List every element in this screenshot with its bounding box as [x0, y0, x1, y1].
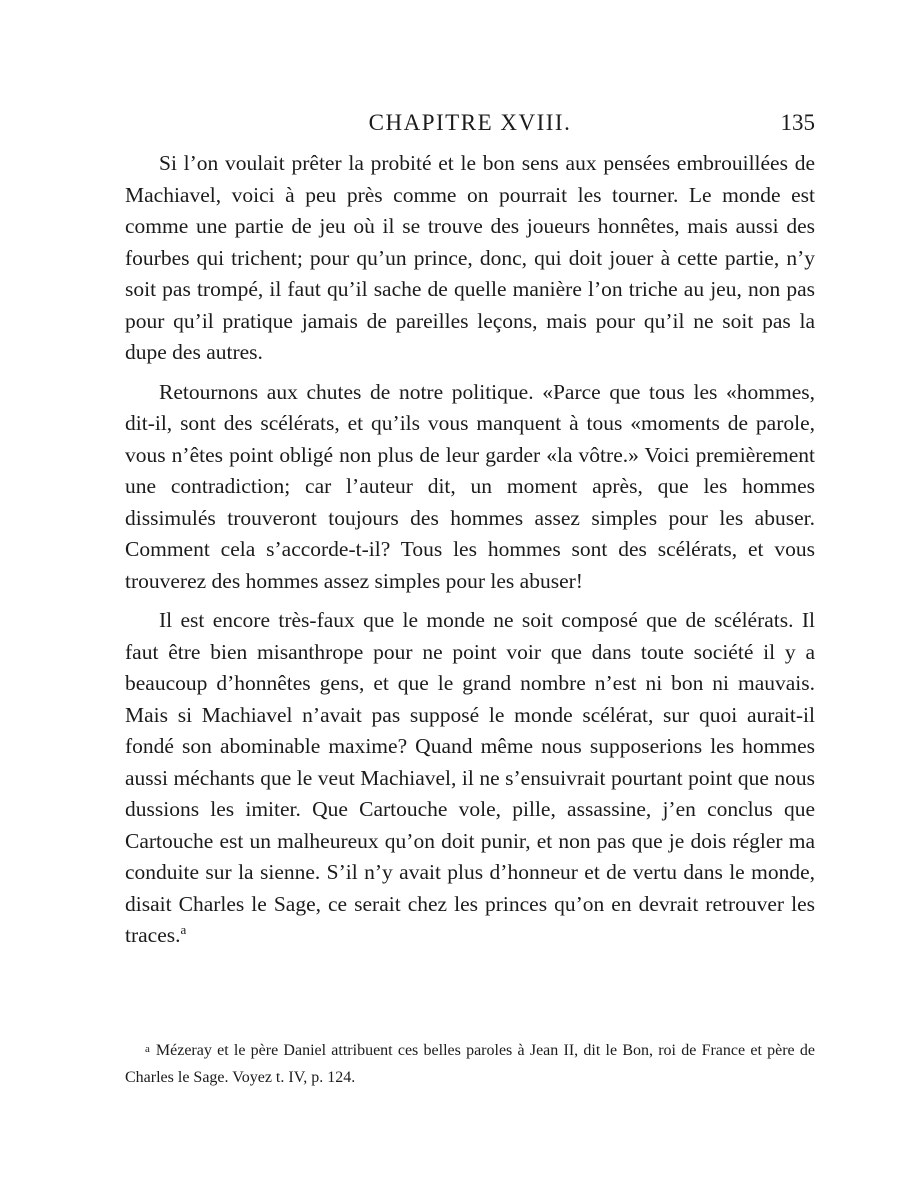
page-number: 135 [780, 110, 815, 135]
body-text [125, 148, 815, 960]
paragraph-2 [125, 377, 815, 598]
footnote-marker: a [145, 1043, 150, 1055]
paragraph-1-text: Si l’on voulait prêter la probité et le bon sens aux pensées embrouillées de Machiavel, voici à peu près comme on pourrait les tourner. Le monde est comme une partie de jeu où il se trouve des joueurs honnêtes, mais aussi des fourbes qui trichent; pour qu’un prince, donc, qui doit jouer à cette partie, n’y soit pas trompé, il faut qu’il sache de quelle manière l’on triche au jeu, non pas pour qu’il pratique jamais de pareilles leçons, mais pour qu’il ne soit pas la dupe des autres. [125, 151, 815, 364]
paragraph-2-text: Retournons aux chutes de notre politique. «Parce que tous les «hommes, dit-il, sont des scélérats, et qu’ils vous manquent à tous «moments de parole, vous n’êtes point obligé non plus de leur garder «la vôtre.» Voici premièrement une contradiction; car l’auteur dit, un moment après, que les hommes dissimulés trouveront toujours des hommes assez simples pour les abuser. Comment cela s’accorde-t-il? Tous les hommes sont des scélérats, et vous trouverez des hommes assez simples pour les abuser! [125, 379, 815, 593]
paragraph-1 [125, 148, 815, 369]
chapter-title: CHAPITRE XVIII. [368, 110, 572, 135]
paragraph-3 [125, 605, 815, 952]
footnote [125, 1036, 815, 1091]
paragraph-3-text: Il est encore très-faux que le monde ne soit composé que de scélérats. Il faut être bien misanthrope pour ne point voir que dans toute société il y a beaucoup d’honnêtes gens, et que le grand nombre n’est ni bon ni mauvais. Mais si Machiavel n’avait pas supposé le monde scélérat, sur quoi aurait-il fondé son abominable maxime? Quand même nous supposerions les hommes aussi méchants que le veut Machiavel, il ne s’ensuivrait pourtant point que nous dussions les imiter. Que Cartouche vole, pille, assassine, j’en conclus que Cartouche est un malheureux qu’on doit punir, et non pas que je dois régler ma conduite sur la sienne. S’il n’y avait plus d’honneur et de vertu dans le monde, disait Charles le Sage, ce serait chez les princes qu’on en devrait retrouver les traces. [125, 608, 815, 947]
running-head [125, 110, 815, 142]
footnote-reference[interactable]: a [180, 922, 187, 937]
footnote-text: Mézeray et le père Daniel attribuent ces belles paroles à Jean II, dit le Bon, roi de France et père de Charles le Sage. Voyez t. IV, p. 124. [125, 1042, 815, 1086]
